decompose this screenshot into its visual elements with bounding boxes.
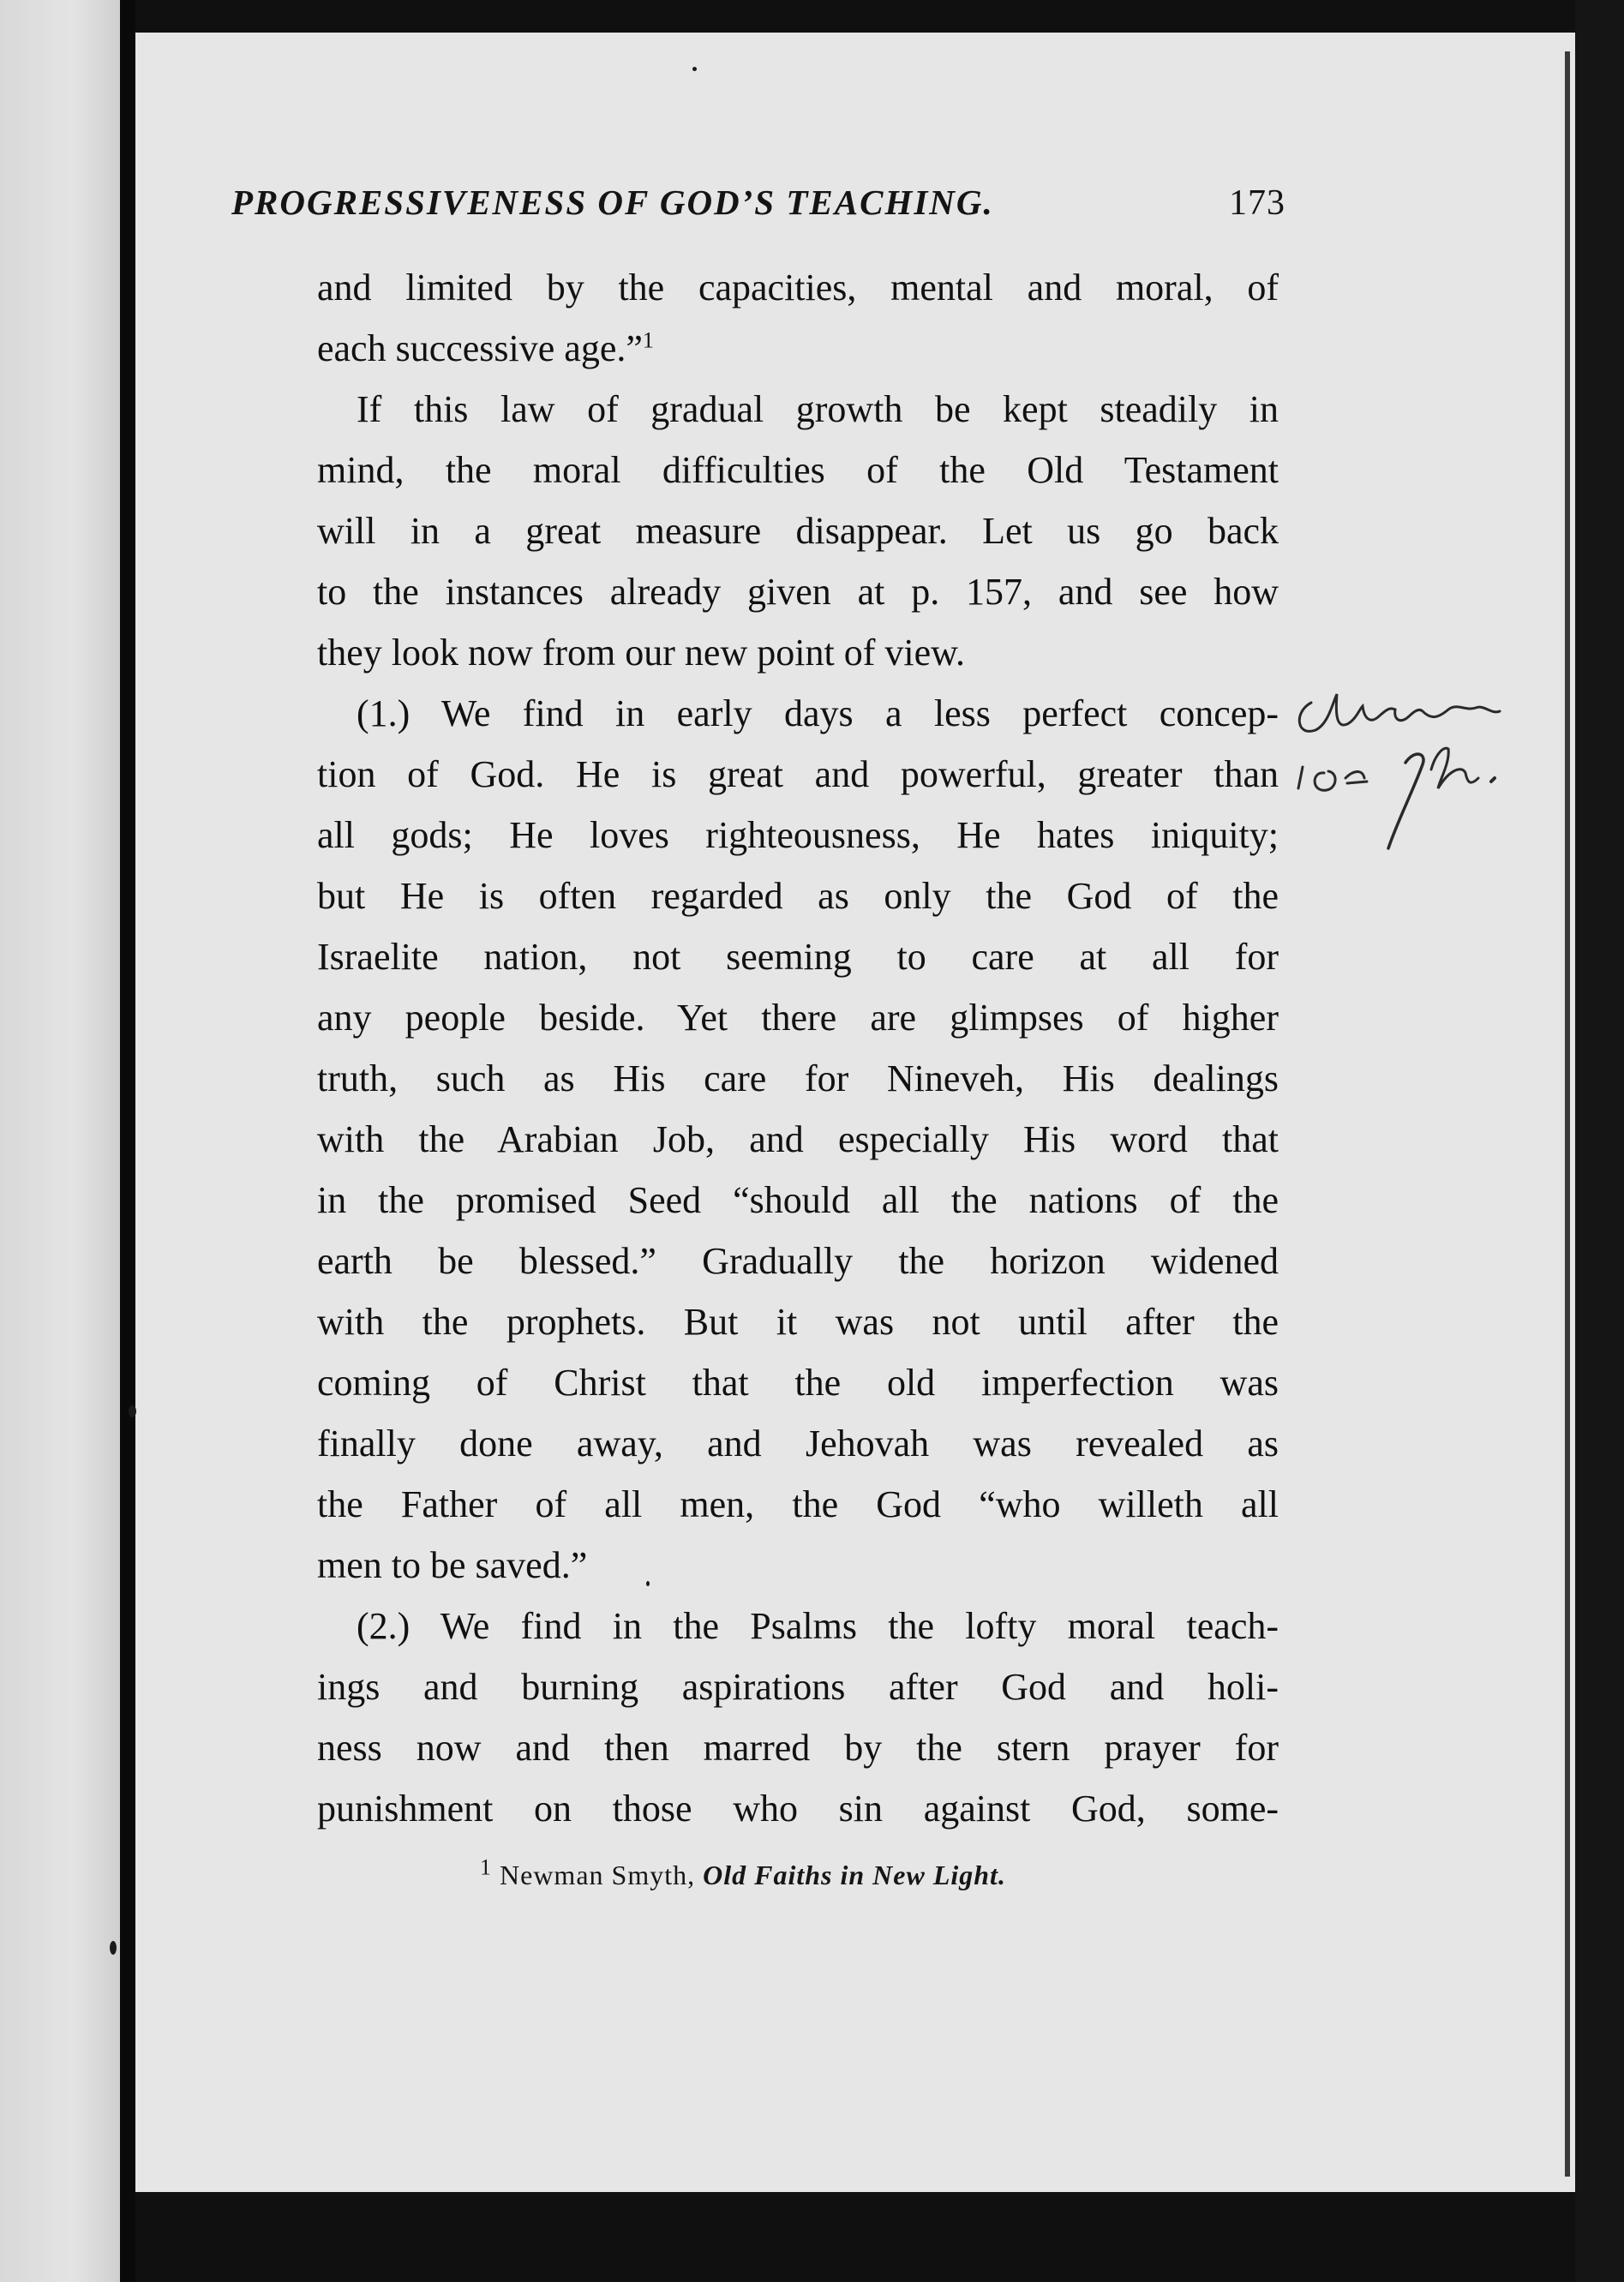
page-edge-line <box>1565 51 1570 2177</box>
text-line: and limited by the capacities, mental and moral, of <box>317 267 1279 308</box>
binding-gutter <box>120 0 135 2282</box>
page-number: 173 <box>1229 183 1285 223</box>
dust-speck <box>110 1941 117 1955</box>
paragraph-4 <box>317 1596 1279 1839</box>
text-line: all gods; He loves righteousness, He hates iniquity; <box>317 814 1279 856</box>
text-line: men to be saved.” <box>317 1544 588 1586</box>
text-line: but He is often regarded as only the God of the <box>317 875 1279 917</box>
footnote <box>480 1854 1251 1891</box>
footnote-reference: 1 <box>642 327 654 353</box>
text-line: the Father of all men, the God “who willeth all <box>317 1483 1279 1525</box>
text-line: (2.) We find in the Psalms the lofty moral teach- <box>357 1605 1279 1647</box>
text-line: in the promised Seed “should all the nations of the <box>317 1179 1279 1221</box>
text-line: (1.) We find in early days a less perfect concep- <box>357 692 1279 734</box>
text-line: punishment on those who sin against God, some- <box>317 1788 1279 1830</box>
running-header <box>231 182 1285 224</box>
text-line: ness now and then marred by the stern prayer for <box>317 1727 1279 1769</box>
facing-page-edge <box>0 0 120 2282</box>
text-line: coming of Christ that the old imperfection was <box>317 1362 1279 1404</box>
dust-speck <box>692 67 697 71</box>
paragraph-3 <box>317 683 1279 1596</box>
text-line: with the Arabian Job, and especially His word that <box>317 1118 1279 1160</box>
text-line: earth be blessed.” Gradually the horizon widened <box>317 1240 1279 1282</box>
text-line-with-note <box>317 318 1279 379</box>
footnote-marker: 1 <box>480 1854 492 1880</box>
text-line: Israelite nation, not seeming to care at all for <box>317 936 1279 978</box>
dust-speck <box>129 1405 136 1417</box>
text-line: truth, such as His care for Nineveh, His dealings <box>317 1057 1279 1099</box>
paragraph-1 <box>317 257 1279 379</box>
handwritten-margin-note <box>1285 677 1560 865</box>
paragraph-2 <box>317 379 1279 683</box>
footnote-work-title: Old Faiths in New Light. <box>703 1860 1006 1890</box>
scan-border <box>1575 0 1624 2282</box>
text-line: tion of God. He is great and powerful, greater than <box>317 753 1279 795</box>
text-line: to the instances already given at p. 157, and see how <box>317 571 1279 613</box>
text-line: If this law of gradual growth be kept steadily in <box>357 388 1279 430</box>
running-title: PROGRESSIVENESS OF GOD’S TEACHING. <box>231 183 994 222</box>
text-line: mind, the moral difficulties of the Old Testament <box>317 449 1279 491</box>
body-text <box>317 257 1279 1839</box>
text-line: they look now from our new point of view. <box>317 632 966 674</box>
text-line: finally done away, and Jehovah was revealed as <box>317 1423 1279 1464</box>
text-line: with the prophets. But it was not until after the <box>317 1301 1279 1343</box>
text-line: each successive age.” <box>317 327 643 369</box>
footnote-author: Newman Smyth, <box>500 1860 696 1890</box>
text-line: will in a great measure disappear. Let us go back <box>317 510 1279 552</box>
text-line: any people beside. Yet there are glimpses of higher <box>317 997 1279 1039</box>
text-line: ings and burning aspirations after God and holi- <box>317 1666 1279 1708</box>
